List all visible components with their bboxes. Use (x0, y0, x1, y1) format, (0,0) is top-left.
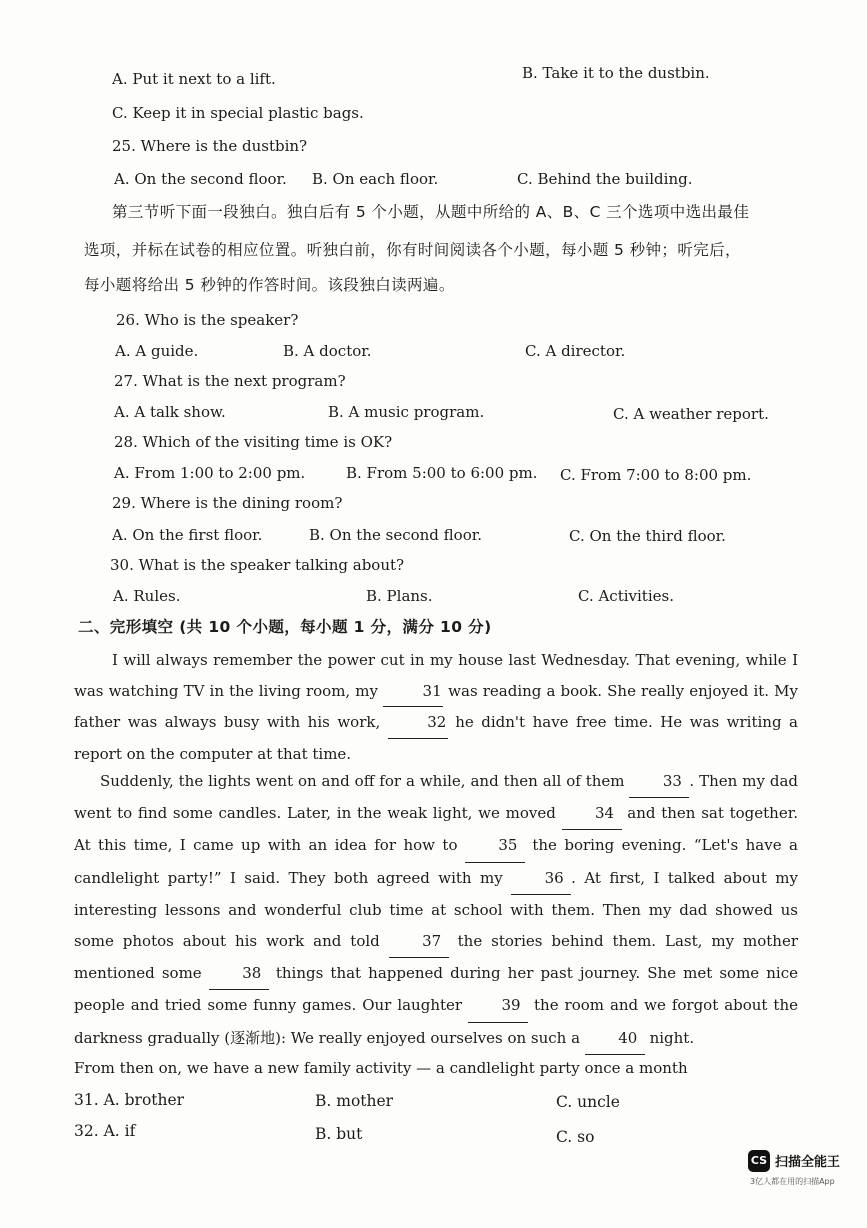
blank-38: 38 (209, 958, 269, 990)
q24-option-b: B. Take it to the dustbin. (522, 64, 710, 82)
q25-option-b: B. On each floor. (312, 170, 439, 188)
q26-option-b: B. A doctor. (283, 342, 372, 360)
q27-stem: 27. What is the next program? (114, 372, 346, 390)
section3-instruction-line1: 第三节听下面一段独白。独白后有 5 个小题，从题中所给的 A、B、C 三个选项中选出最佳 (112, 203, 750, 221)
q26-option-c: C. A director. (525, 342, 626, 360)
blank-33: 33 (629, 766, 689, 798)
blank-32: 32 (388, 707, 448, 739)
q31-option-c: C. uncle (556, 1093, 620, 1111)
blank-34: 34 (562, 798, 622, 830)
q28-stem: 28. Which of the visiting time is OK? (114, 433, 393, 451)
q27-option-b: B. A music program. (328, 403, 485, 421)
camscanner-tagline: 3亿人都在用的扫描App (750, 1177, 835, 1186)
q30-option-b: B. Plans. (366, 587, 433, 605)
q32-option-c: C. so (556, 1128, 595, 1146)
q32-option-b: B. but (315, 1125, 363, 1143)
q30-option-c: C. Activities. (578, 587, 674, 605)
q28-option-b: B. From 5:00 to 6:00 pm. (346, 464, 538, 482)
q29-stem: 29. Where is the dining room? (112, 494, 343, 512)
q29-option-a: A. On the first floor. (112, 526, 263, 544)
cloze-paragraph-2: Suddenly, the lights went on and off for a while, and then all of them 33 . Then my dad went to find some candles. Later, in the weak light, we moved 34 and then sat together. At this time, I came up with an idea for how to 35 the boring evening. “Let's have a candlelight party!” I said. They both agreed with my 36 . At first, I talked about my interesting lessons and wonderful club time at school with them. Then my dad showed us some photos about his work and told 37 the stories behind them. Last, my mother mentioned some 38 things that happened during her past journey. She met some nice people and tried some funny games. Our laughter 39 the room and we forgot about the darkness gradually (逐渐地): We really enjoyed ourselves on such a 40 night. (74, 766, 798, 1055)
q30-stem: 30. What is the speaker talking about? (110, 556, 405, 574)
blank-40: 40 (585, 1023, 645, 1055)
q28-option-c: C. From 7:00 to 8:00 pm. (560, 466, 752, 484)
q31-option-a: 31. A. brother (74, 1091, 185, 1109)
cloze-paragraph-3: From then on, we have a new family activity — a candlelight party once a month (74, 1059, 688, 1077)
q30-option-a: A. Rules. (113, 587, 181, 605)
section3-instruction-line3: 每小题将给出 5 秒钟的作答时间。该段独白读两遍。 (84, 276, 455, 294)
q24-option-a: A. Put it next to a lift. (112, 70, 276, 88)
cloze-section-heading: 二、完形填空 (共 10 个小题，每小题 1 分，满分 10 分) (78, 618, 492, 636)
camscanner-logo-icon: CS (748, 1150, 770, 1172)
q25-option-a: A. On the second floor. (114, 170, 287, 188)
blank-37: 37 (389, 926, 449, 958)
blank-31: 31 (383, 676, 443, 708)
q26-stem: 26. Who is the speaker? (116, 311, 299, 329)
q26-option-a: A. A guide. (115, 342, 199, 360)
q27-option-a: A. A talk show. (114, 403, 226, 421)
q28-option-a: A. From 1:00 to 2:00 pm. (114, 464, 306, 482)
q31-option-b: B. mother (315, 1092, 394, 1110)
q32-option-a: 32. A. if (74, 1122, 136, 1140)
q27-option-c: C. A weather report. (613, 405, 769, 423)
q24-option-c: C. Keep it in special plastic bags. (112, 104, 364, 122)
camscanner-brand: 扫描全能王 (775, 1155, 841, 1170)
q29-option-b: B. On the second floor. (309, 526, 483, 544)
q25-option-c: C. Behind the building. (517, 170, 693, 188)
cloze-paragraph-1: I will always remember the power cut in my house last Wednesday. That evening, while I was watching TV in the living room, my 31 was reading a book. She really enjoyed it. My father was always busy with his work, 32 he didn't have free time. He was writing a report on the computer at that time. (74, 651, 798, 763)
q25-stem: 25. Where is the dustbin? (112, 137, 308, 155)
blank-35: 35 (465, 830, 525, 862)
q29-option-c: C. On the third floor. (569, 527, 726, 545)
section3-instruction-line2: 选项，并标在试卷的相应位置。听独白前，你有时间阅读各个小题，每小题 5 秒钟；听完后， (84, 241, 741, 259)
blank-39: 39 (468, 990, 528, 1022)
blank-36: 36 (511, 863, 571, 895)
